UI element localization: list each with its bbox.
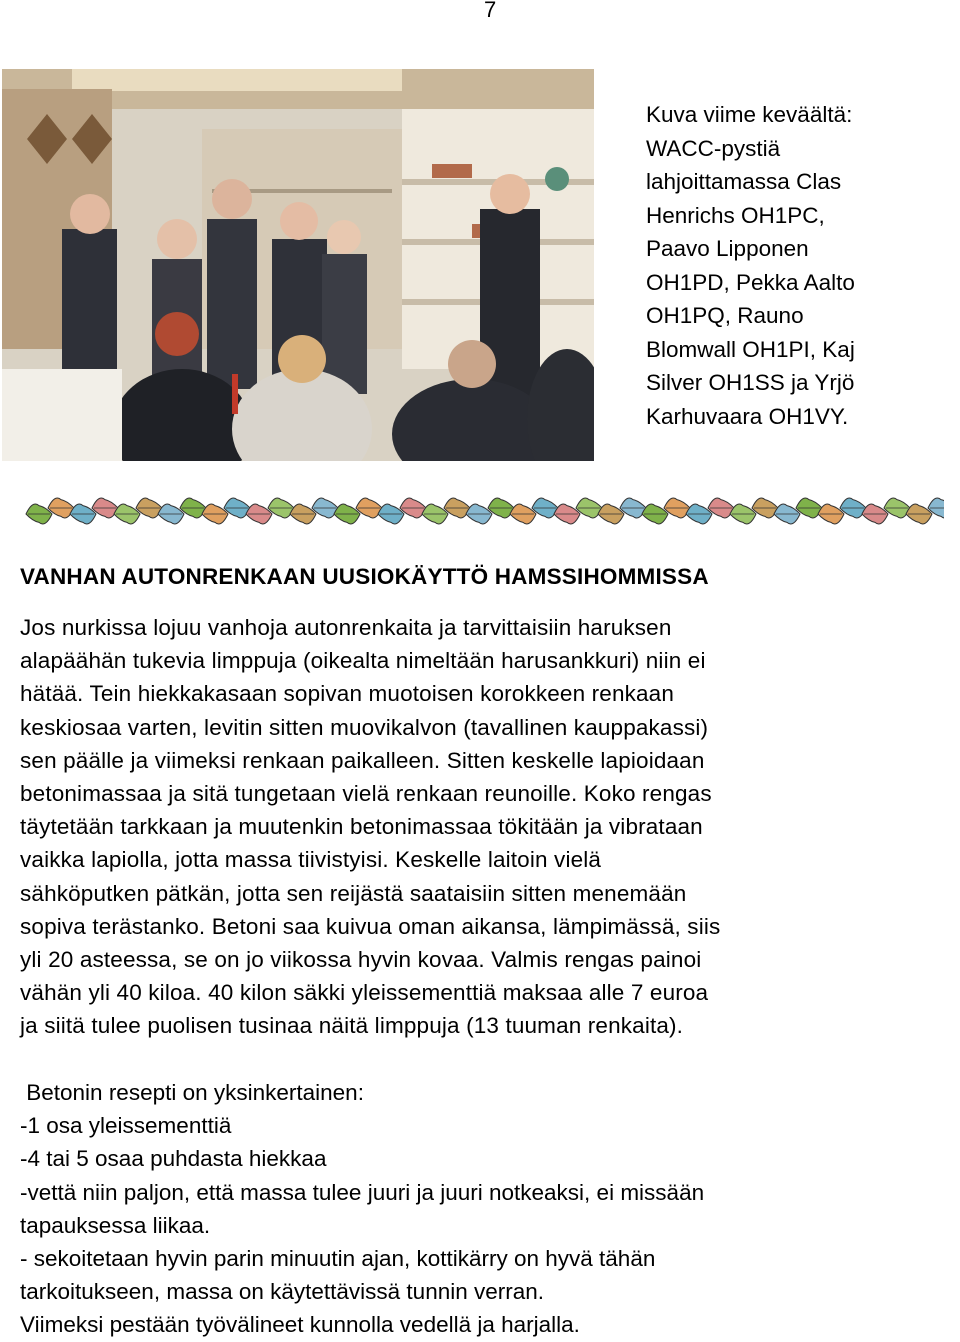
- body-line: yli 20 asteessa, se on jo viikossa hyvin kovaa. Valmis rengas painoi: [20, 947, 702, 973]
- body-line: vaikka lapiolla, jotta massa tiivistyisi. Keskelle laitoin vielä: [20, 847, 602, 873]
- photo-caption: Kuva viime keväältä: WACC-pystiä lahjoittamassa Clas Henrichs OH1PC, Paavo Lipponen OH1PD, Pekka Aalto OH1PQ, Rauno Blomwall OH1PI, Kaj Silver OH1SS ja Yrjö Karhuvaara OH1VY.: [646, 102, 855, 429]
- body-line: alapäähän tukevia limppuja (oikealta nimeltään harusankkuri) niin ei: [20, 648, 706, 674]
- recipe-section: [20, 1076, 950, 1342]
- recipe-line: tapauksessa liikaa.: [20, 1212, 211, 1238]
- body-line: sopiva terästanko. Betoni saa kuivua oman aikansa, lämpimässä, siis: [20, 913, 721, 939]
- body-line: betonimassaa ja sitä tungetaan vielä renkaan reunoille. Koko rengas: [20, 781, 712, 807]
- recipe-intro: Betonin resepti on yksinkertainen:: [20, 1080, 364, 1105]
- recipe-line: -1 osa yleissementtiä: [20, 1113, 232, 1139]
- body-line: vähän yli 40 kiloa. 40 kilon säkki yleissementtiä maksaa alle 7 euroa: [20, 980, 709, 1006]
- body-line: täytetään tarkkaan ja muutenkin betonimassaa tökitään ja vibrataan: [20, 814, 703, 840]
- article-heading: VANHAN AUTONRENKAAN UUSIOKÄYTTÖ HAMSSIHOMMISSA: [20, 564, 709, 589]
- recipe-line: Viimeksi pestään työvälineet kunnolla vedellä ja harjalla.: [20, 1312, 580, 1338]
- recipe-line: -vettä niin paljon, että massa tulee juuri ja juuri notkeaksi, ei missään: [20, 1179, 705, 1205]
- body-line: keskiosaa varten, levitin sitten muovikalvon (tavallinen kauppakassi): [20, 714, 709, 740]
- event-photo: [2, 69, 594, 461]
- body-line: Jos nurkissa lojuu vanhoja autonrenkaita ja tarvittaisiin haruksen: [20, 615, 672, 640]
- body-line: sähköputken pätkän, jotta sen reijästä saataisiin sitten menemään: [20, 880, 687, 906]
- recipe-line: - sekoitetaan hyvin parin minuutin ajan, kottikärry on hyvä tähän: [20, 1246, 656, 1272]
- leaf-border-divider: [22, 492, 944, 532]
- body-line: sen päälle ja viimeksi renkaan paikalleen. Sitten keskelle lapioidaan: [20, 747, 705, 773]
- body-line: ja siitä tulee puolisen tusinaa näitä limppuja (13 tuuman renkaita).: [20, 1013, 684, 1039]
- article-body: [20, 611, 950, 1043]
- recipe-line: -4 tai 5 osaa puhdasta hiekkaa: [20, 1146, 327, 1172]
- recipe-line: tarkoitukseen, massa on käytettävissä tunnin verran.: [20, 1279, 545, 1305]
- page-number: 7: [484, 0, 497, 22]
- body-line: hätää. Tein hiekkakasaan sopivan muotoisen korokkeen renkaan: [20, 681, 675, 707]
